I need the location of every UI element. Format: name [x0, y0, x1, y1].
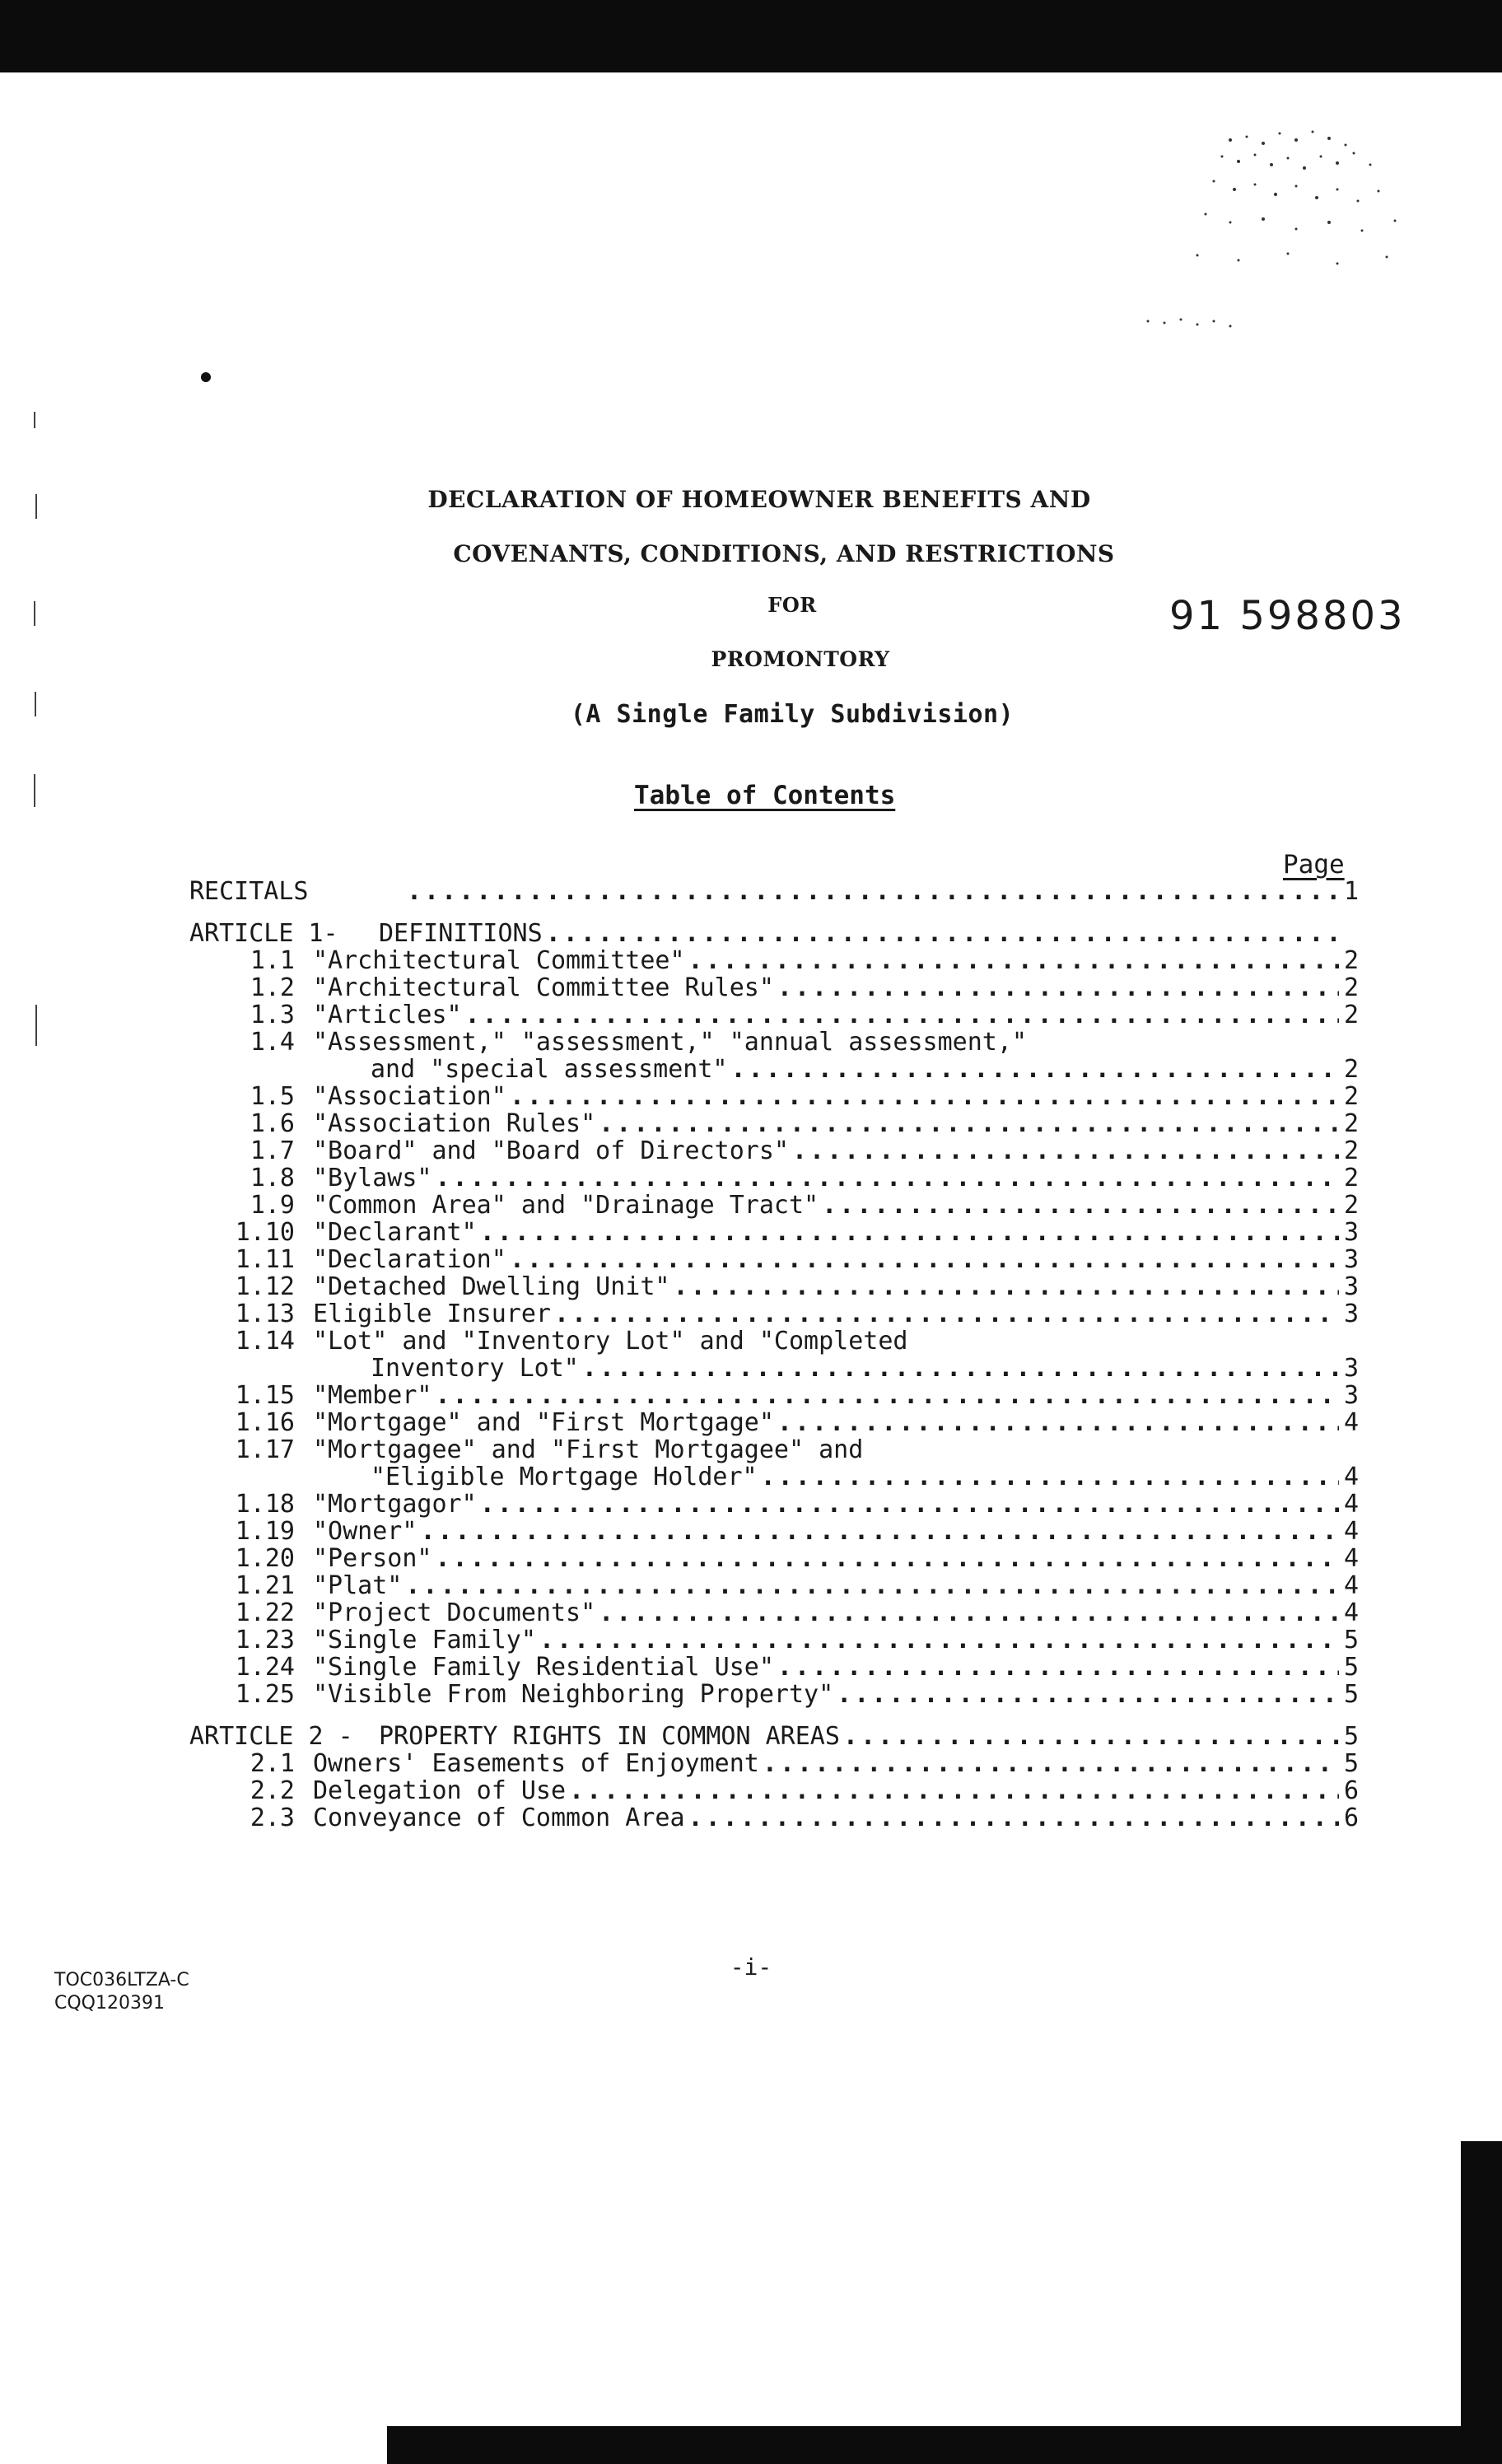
toc-item-number: 1.11 — [235, 1245, 295, 1274]
toc-row — [189, 1518, 1359, 1545]
toc-item-number: 1.15 — [235, 1381, 295, 1410]
toc-item-number: 1.13 — [235, 1300, 295, 1328]
toc-row — [189, 1110, 1359, 1137]
toc-row — [189, 1777, 1359, 1804]
doc-title-line-2: COVENANTS, CONDITIONS, AND RESTRICTIONS — [453, 540, 1115, 567]
toc-item-number: 1.19 — [235, 1517, 295, 1546]
toc-item-number: 1.10 — [235, 1218, 295, 1247]
toc-row — [189, 1436, 1359, 1463]
toc-leader — [822, 1192, 1339, 1219]
toc-item-number: 1.2 — [250, 973, 295, 1002]
toc-leader — [599, 1110, 1339, 1137]
toc-item-label: Owners' Easements of Enjoyment — [313, 1749, 759, 1778]
toc-leader — [763, 1750, 1339, 1777]
toc-leader — [582, 1355, 1339, 1382]
toc-item-label-continuation: "Eligible Mortgage Holder" — [371, 1463, 758, 1491]
toc-item-label: "Association" — [313, 1082, 506, 1111]
toc-leader — [688, 1804, 1339, 1832]
toc-leader — [673, 1273, 1339, 1300]
toc-recitals-label: RECITALS — [189, 877, 309, 906]
toc-leader — [480, 1219, 1339, 1246]
toc-article-1-heading — [189, 920, 1359, 947]
toc-item-number: 1.8 — [250, 1164, 295, 1192]
toc-page-number: 2 — [1343, 1164, 1359, 1192]
toc-page-number: 5 — [1343, 1653, 1359, 1682]
toc-gap — [189, 905, 1359, 920]
toc-item-label-continuation: Inventory Lot" — [371, 1354, 579, 1383]
toc-page-number: 4 — [1343, 1490, 1359, 1519]
toc-row — [189, 1137, 1359, 1164]
doc-title-line-4: PROMONTORY — [711, 647, 890, 671]
toc-article-number: ARTICLE 2 - — [189, 1722, 353, 1751]
toc-article-2-heading — [189, 1723, 1359, 1750]
toc-page-number: 5 — [1343, 1626, 1359, 1654]
scan-margin-marks — [25, 362, 49, 1104]
toc-leader — [688, 947, 1339, 974]
scan-corner — [0, 2406, 387, 2464]
toc-page-number: 6 — [1343, 1776, 1359, 1805]
toc-item-label: "Assessment," "assessment," "annual assessment," — [313, 1028, 1027, 1057]
toc-article-2-items — [189, 1750, 1359, 1832]
toc-row — [189, 1599, 1359, 1626]
toc-item-label: "Person" — [313, 1544, 432, 1573]
toc-item-number: 1.7 — [250, 1136, 295, 1165]
toc-row — [189, 1300, 1359, 1328]
toc-item-label: "Board" and "Board of Directors" — [313, 1136, 789, 1165]
toc-row — [189, 1029, 1359, 1056]
toc-leader — [510, 1083, 1339, 1110]
toc-item-label: "Single Family Residential Use" — [313, 1653, 774, 1682]
toc-item-label: "Articles" — [313, 1001, 462, 1029]
toc-page-number: 3 — [1343, 1272, 1359, 1301]
scan-dot — [201, 372, 211, 382]
toc-item-number: 1.23 — [235, 1626, 295, 1654]
toc-item-number: 1.22 — [235, 1598, 295, 1627]
table-of-contents — [189, 878, 1359, 1832]
toc-title: Table of Contents — [634, 781, 896, 810]
toc-page-number: 3 — [1343, 1218, 1359, 1247]
toc-row-continuation — [189, 1463, 1359, 1491]
toc-page-number: 2 — [1343, 1001, 1359, 1029]
toc-page-number: 2 — [1343, 1191, 1359, 1220]
toc-gap — [189, 1708, 1359, 1723]
toc-row — [189, 1273, 1359, 1300]
doc-title-line-3: FOR — [767, 593, 817, 617]
toc-item-label: "Owner" — [313, 1517, 417, 1546]
toc-leader — [420, 1518, 1339, 1545]
toc-row — [189, 1626, 1359, 1654]
toc-page-number: 5 — [1343, 1749, 1359, 1778]
toc-leader — [407, 878, 1339, 905]
toc-item-number: 1.6 — [250, 1109, 295, 1138]
toc-page-number: 3 — [1343, 1381, 1359, 1410]
toc-page-number: 2 — [1343, 1136, 1359, 1165]
toc-item-number: 1.12 — [235, 1272, 295, 1301]
toc-row — [189, 974, 1359, 1001]
toc-item-label: "Single Family" — [313, 1626, 536, 1654]
toc-leader — [480, 1491, 1339, 1518]
toc-item-number: 1.9 — [250, 1191, 295, 1220]
toc-article-title: DEFINITIONS — [379, 919, 543, 948]
toc-item-label: "Architectural Committee Rules" — [313, 973, 774, 1002]
toc-row — [189, 1328, 1359, 1355]
toc-row — [189, 1654, 1359, 1681]
toc-item-label: "Common Area" and "Drainage Tract" — [313, 1191, 819, 1220]
toc-page-number: 4 — [1343, 1571, 1359, 1600]
toc-page-header: Page — [1283, 850, 1345, 880]
toc-leader — [777, 1409, 1339, 1436]
scan-border-top — [0, 0, 1502, 72]
toc-row — [189, 947, 1359, 974]
toc-page-number: 3 — [1343, 1245, 1359, 1274]
toc-row-continuation — [189, 1056, 1359, 1083]
toc-item-number: 2.1 — [250, 1749, 295, 1778]
toc-page-number: 4 — [1343, 1517, 1359, 1546]
toc-row — [189, 1804, 1359, 1832]
doc-code-2: CQQ120391 — [54, 1993, 165, 2014]
toc-item-number: 1.3 — [250, 1001, 295, 1029]
toc-leader — [730, 1056, 1339, 1083]
toc-row — [189, 1382, 1359, 1409]
toc-leader — [599, 1599, 1339, 1626]
toc-item-label: "Association Rules" — [313, 1109, 596, 1138]
toc-item-label-continuation: and "special assessment" — [371, 1055, 728, 1084]
toc-page-number: 3 — [1343, 1354, 1359, 1383]
toc-leader — [465, 1001, 1339, 1029]
toc-row — [189, 1246, 1359, 1273]
toc-item-number: 1.21 — [235, 1571, 295, 1600]
doc-subtitle: (A Single Family Subdivision) — [570, 700, 1015, 729]
toc-leader — [837, 1681, 1339, 1708]
toc-leader — [546, 920, 1339, 947]
toc-row — [189, 1681, 1359, 1708]
toc-leader — [436, 1164, 1340, 1192]
toc-row — [189, 1001, 1359, 1029]
toc-row — [189, 1491, 1359, 1518]
toc-row — [189, 1545, 1359, 1572]
toc-row — [189, 1409, 1359, 1436]
toc-item-number: 1.14 — [235, 1327, 295, 1356]
toc-row — [189, 1164, 1359, 1192]
toc-page-number: 2 — [1343, 1055, 1359, 1084]
toc-item-number: 1.4 — [250, 1028, 295, 1057]
toc-item-label: Conveyance of Common Area — [313, 1804, 685, 1832]
toc-item-number: 2.3 — [250, 1804, 295, 1832]
page-number: -i- — [730, 1953, 772, 1981]
toc-leader — [510, 1246, 1339, 1273]
toc-leader — [436, 1545, 1340, 1572]
toc-leader — [539, 1626, 1339, 1654]
toc-item-label: "Mortgage" and "First Mortgage" — [313, 1408, 774, 1437]
toc-item-number: 1.24 — [235, 1653, 295, 1682]
toc-item-label: "Mortgagee" and "First Mortgagee" and — [313, 1435, 864, 1464]
toc-leader — [554, 1300, 1339, 1328]
toc-page-number: 1 — [1343, 877, 1359, 906]
toc-item-label: "Mortgagor" — [313, 1490, 477, 1519]
toc-leader — [569, 1777, 1339, 1804]
toc-row — [189, 1219, 1359, 1246]
toc-leader — [777, 1654, 1339, 1681]
toc-item-number: 1.25 — [235, 1680, 295, 1709]
toc-row-recitals — [189, 878, 1359, 905]
toc-page-number: 4 — [1343, 1544, 1359, 1573]
toc-page-number: 2 — [1343, 1082, 1359, 1111]
toc-item-label: "Visible From Neighboring Property" — [313, 1680, 834, 1709]
toc-item-label: "Plat" — [313, 1571, 403, 1600]
toc-page-number: 2 — [1343, 1109, 1359, 1138]
toc-leader — [792, 1137, 1339, 1164]
toc-item-number: 1.17 — [235, 1435, 295, 1464]
toc-row — [189, 1572, 1359, 1599]
toc-item-label: "Lot" and "Inventory Lot" and "Completed — [313, 1327, 908, 1356]
toc-item-number: 1.20 — [235, 1544, 295, 1573]
toc-article-number: ARTICLE 1- — [189, 919, 338, 948]
toc-item-label: Eligible Insurer — [313, 1300, 551, 1328]
toc-page-number: 4 — [1343, 1408, 1359, 1437]
doc-code-1: TOC036LTZA-C — [54, 1970, 189, 1990]
toc-leader — [436, 1382, 1340, 1409]
toc-page-number: 6 — [1343, 1804, 1359, 1832]
toc-row — [189, 1750, 1359, 1777]
toc-row-continuation — [189, 1355, 1359, 1382]
toc-row — [189, 1083, 1359, 1110]
doc-title-line-1: DECLARATION OF HOMEOWNER BENEFITS AND — [427, 486, 1091, 513]
toc-page-number: 5 — [1343, 1680, 1359, 1709]
toc-item-number: 1.5 — [250, 1082, 295, 1111]
toc-article-title: PROPERTY RIGHTS IN COMMON AREAS — [379, 1722, 840, 1751]
toc-item-number: 2.2 — [250, 1776, 295, 1805]
toc-item-number: 1.1 — [250, 946, 295, 975]
toc-leader — [777, 974, 1339, 1001]
toc-article-1-items — [189, 947, 1359, 1708]
toc-item-number: 1.18 — [235, 1490, 295, 1519]
toc-page-number: 3 — [1343, 1300, 1359, 1328]
toc-item-label: "Architectural Committee" — [313, 946, 685, 975]
toc-leader — [405, 1572, 1339, 1599]
toc-page-number: 2 — [1343, 973, 1359, 1002]
scan-border-right — [1461, 2141, 1502, 2464]
toc-page-number: 5 — [1343, 1722, 1359, 1751]
toc-page-number: 2 — [1343, 946, 1359, 975]
toc-leader — [761, 1463, 1339, 1491]
recording-number: 91 598803 — [1169, 593, 1406, 639]
toc-item-label: "Member" — [313, 1381, 432, 1410]
toc-page-number: 4 — [1343, 1463, 1359, 1491]
toc-item-label: "Bylaws" — [313, 1164, 432, 1192]
scan-speckle — [1131, 115, 1428, 338]
toc-item-label: "Project Documents" — [313, 1598, 596, 1627]
toc-page-number: 4 — [1343, 1598, 1359, 1627]
toc-item-number: 1.16 — [235, 1408, 295, 1437]
toc-item-label: "Detached Dwelling Unit" — [313, 1272, 670, 1301]
toc-row — [189, 1192, 1359, 1219]
toc-leader — [843, 1723, 1339, 1750]
toc-item-label: Delegation of Use — [313, 1776, 567, 1805]
toc-item-label: "Declaration" — [313, 1245, 506, 1274]
toc-item-label: "Declarant" — [313, 1218, 477, 1247]
